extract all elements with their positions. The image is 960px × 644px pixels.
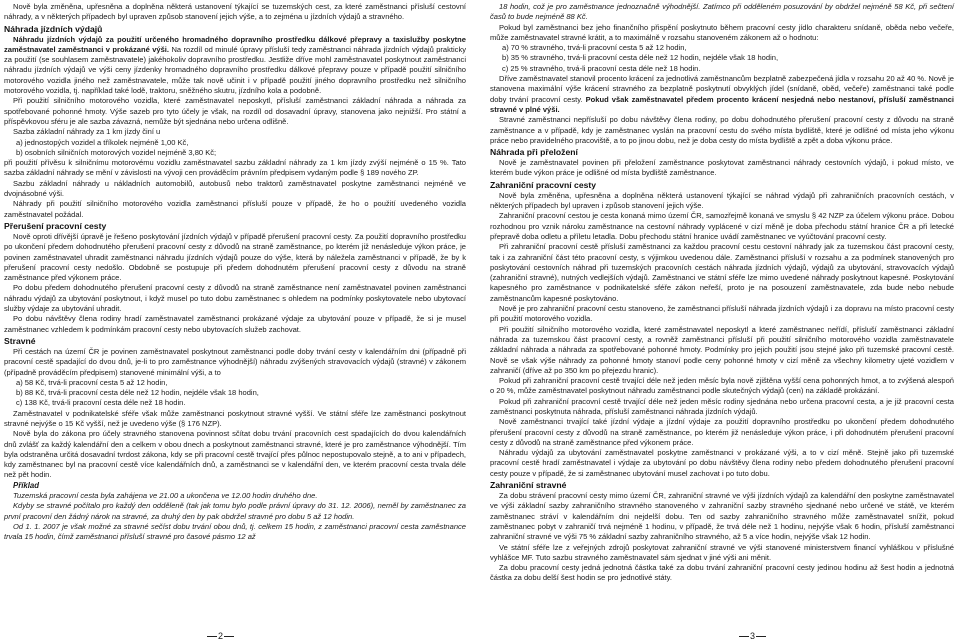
paragraph: Náhradu výdajů za ubytování zaměstnavatel poskytne zaměstnanci v prokázané výši, a to v cizí měně. Stejně jako při tuzemské pracovní cestě hradí zaměstnavatel i výdaje za ubytování po dobu návštěvy člena rodiny nebo předem dohodnutého přerušení pracovní cesty pouze v případě, že si zaměstnanec ubytování musel zachovat i po tuto dobu. <box>490 448 954 478</box>
bold-text: Pokud však zaměstnavatel předem procento krácení nesjedná nebo nestanoví, přísluší zaměstnanci stravné v plné výši. <box>490 94 954 114</box>
paragraph: Zahraniční pracovní cestou je cesta konaná mimo území ČR, samozřejmě konaná ve smyslu § 42 NZP za účelem výkonu práce. Dobou rozhodnou pro vznik nároku zaměstnance na cestovní náhrady vyplácené v cizí měně je doba přechodu státní hranice ČR a při letecké přepravě doba odletu a příletu letadla. Dobu přechodu státní hranice uvádí zaměstnanec ve vyúčtování pracovní cesty. <box>490 211 954 241</box>
heading-foreign-trips: Zahraniční pracovní cesty <box>490 179 597 190</box>
paragraph: Za dobu pracovní cesty jedná jednotná částka také za dobu trvání zahraniční pracovní cesty jedinou hodinu až šest hodin a jednotná částka za dobu delší šest hodin se pro jednotlivé státy. <box>490 563 954 583</box>
example-paragraph: Od 1. 1. 2007 je však možné za stravné sečíst dobu trvání obou dnů, tj. celkem 15 hodin, z zaměstnanci pracovní cesta zaměstnance trvala 15 hodin, čímž zaměstnanci přísluší stravné pro časové pásmo 12 až <box>4 521 466 542</box>
paragraph: Nově je zaměstnavatel povinen při přeložení zaměstnance poskytovat zaměstnanci náhrady cestovních výdajů, i pokud místo, ve kterém bude výkon práce je odlišné od místa bydliště zaměstnance. <box>490 158 954 178</box>
list-item: c) 25 % stravného, trvá-li pracovní cesta déle než 18 hodin. <box>502 63 701 73</box>
example-paragraph: Kdyby se stravné počítalo pro každý den odděleně (tak jak tomu bylo podle právní úpravy do 31. 12. 2006), neměl by zaměstnanec za první pracovní den žádný nárok na stravné, za druhý den by pak obdržel stravné pro dobu 5 až 12 hodin. <box>4 501 466 521</box>
dash-left <box>207 636 217 637</box>
paragraph: Při použití silničního motorového vozidla, které zaměstnavatel neposkytl a které zaměstnanec neřídí, přísluší zaměstnanci základní náhrada za tuzemskou část pracovní cesty, a rovněž zaměstnanci přísluší při použití silničního motorového vozidla zaměstnavatele základní náhrada a náhrada za spotřebované pohonné hmoty. Podmínky pro jejich použití jsou stejné jako při tuzemské pracovní cestě. Nově se však výše náhrady za pohonné hmoty stanoví podle ceny pohonné hmoty v cizí měně za všechny kilometry ujeté vozidlem v zahraničí (dříve až po 350 km po přejezdu hranic). <box>490 324 954 375</box>
list-item: b) 88 Kč, trvá-li pracovní cesta déle než 12 hodin, nejdéle však 18 hodin, <box>16 388 259 398</box>
page-number: 2 <box>218 631 224 641</box>
example-continuation: 18 hodin, což je pro zaměstnance jednoznačně výhodnější. Zatímco při odděleném posuzování by obdržel nejméně 58 Kč, při sečtení časů to bude nejméně 88 Kč. <box>490 2 954 22</box>
heading-interruption: Přerušení pracovní cesty <box>4 220 107 231</box>
paragraph: Sazbu základní náhrady u nákladních automobilů, autobusů nebo traktorů zaměstnavatel poskytne zaměstnanci nejméně ve dvojnásobné výši. <box>4 178 466 199</box>
dash-right <box>224 636 234 637</box>
paragraph: Za dobu strávení pracovní cesty mimo území ČR, zahraniční stravné ve výši jízdních výdajů za kalendářní den poskytne zaměstnavatel ve výši základní sazby zahraničního stravného stanoveného v zahraniční sazby stravného sjednané nebo určené ve státě, ve kterém zaměstnanec stráví v kalendářním dni nejdelší dobu. Ten od sazby zahraničního stravného může zaměstnavatel snížit, pokud zaměstnanec pobyt v zahraničí trvá nejméně 1 hodinu, v případě, že trvá déle než 1 hodinu, nejvýše však 6 hodin, přísluší zaměstnanci zahraniční stravné ve výši 75 % základní sazby zahraničního stravného, až 5 a více hodin, nejvýše však 12 hodin. <box>490 491 954 542</box>
text: Na rozdíl od minulé úpravy přísluší tedy zaměstnanci náhrada jízdních výdajů prakticky za použití (se souhlasem zaměstnavatele) jakéhokoliv dopravního prostředku. Jestliže dříve mohl zaměstnavatel poskytnout zaměstnanci náhradu jízdních výdajů ve výši ceny jízdenky hromadného dopravního prostředku dálkové přepravy pouze v případě použití silničního motorového vozidla jiného než zaměstnavatele, může tak nově učinit i v případě použití jiného dopravního prostředku než silničního motorového vozidla, tj. například také lodě, traktoru, sněžného skutru, jízdního kola a podobně. <box>4 44 466 96</box>
paragraph: Stravné zaměstnanci nepřísluší po dobu návštěvy člena rodiny, po dobu dohodnutého přerušení pracovní cesty z důvodu na straně zaměstnance a v případě, kdy je zaměstnanec vyslán na pracovní cestu do svého místa bydliště, které je odlišné od místa jeho výkonu práce nebo pravidelného pracoviště, a to po jinou dobu, než je doba cesty do místa bydliště a zpět a doba výkonu práce. <box>490 115 954 145</box>
paragraph: Nově oproti dřívější úpravě je řešeno poskytování jízdních výdajů v případě přerušení pracovní cesty. Za použití dopravního prostředku po ukončení předem dohodnutého přerušení pracovní cesty z důvodů na straně zaměstnance, po kterém již nenásleduje výkon práce, je povinen zaměstnavatel uhradit zaměstnanci náhradu jízdních výdajů pouze do výše, která by náležela zaměstnanci v případě, že by k přerušení pracovní cesty nedošlo. Obdobně se postupuje při předem dohodnutém přerušení pracovní cesty z důvodu na straně zaměstnance před výkonem práce. <box>4 231 466 283</box>
paragraph: Po dobu návštěvy člena rodiny hradí zaměstnavatel zaměstnanci prokázané výdaje za ubytování pouze v případě, že si je musel zaměstnanec vzhledem k podmínkám pracovní cesty nebo ubytovacích služeb zachovat. <box>4 314 466 334</box>
paragraph: při použití přívěsu k silničnímu motorovému vozidlu zaměstnavatel sazbu základní náhrady za 1 km jízdy zvýší nejméně o 15 %. Tato sazba základní náhrady se mění v závislosti na vývoji cen prováděcím právním předpisem vydaným podle § 189 nového ZP. <box>4 158 466 178</box>
paragraph: Pokud byl zaměstnanci bez jeho finančního přispění poskytnuto během pracovní cesty jídlo charakteru snídaně, oběda nebo večeře, může zaměstnavatel stravné krátit, a to maximálně v rozsahu stanoveném zákonem až o hodnotu: <box>490 22 954 42</box>
paragraph: Při použití silničního motorového vozidla, které zaměstnavatel neposkytl, přísluší zaměstnanci základní náhrada a náhrada za spotřebované pohonné hmoty. Výše sazeb pro tyto účely je však, na rozdíl od dosavadní úpravy, stanovena jako nejnižší. Pro státní a příspěvkovou sféru je ale sazba závazná, nemůže být sjednána nebo určena odlišně. <box>4 96 466 126</box>
paragraph: Pokud při zahraniční pracovní cestě trvající déle než jeden měsíc byla nově zjištěna vyšší cena pohonných hmot, a to zvýšená alespoň o 20 %, může zaměstnavatel poskytnout náhradu zaměstnanci podle skutečných výdajů (cen) na základě prokázání. <box>490 376 954 396</box>
paragraph: Nově byla změněna, upřesněna a doplněna některá ustanovení týkající se náhrad výdajů při zahraničních pracovních cestách, v některých případech byl upraven i způsob stanovení jejich výše. <box>490 190 954 211</box>
heading-meal-allowance: Stravné <box>4 335 36 346</box>
paragraph: Pokud při zahraniční pracovní cestě trvající déle než jeden měsíc rodiny sjednána nebo určena pracovní cesta, a je již pracovní cesta zaměstnanci poskytnuta náhrada, přísluší zaměstnanci náhrada jízdních výdajů. <box>490 396 954 416</box>
text: Dříve zaměstnavatel stanovil procento krácení za jednotlivá zaměstnancům bezplatně zabezpečená jídla v rozsahu 20 až 40 %. Nově je stanovena maximální výše krácení stravného za bezplatně poskytnutí obvyklých jídel (snídaně, oběd, večeře) zaměstnanci také podle doby trvání pracovní cesty. <box>490 74 954 104</box>
heading-relocation: Náhrada při přeložení <box>490 147 578 158</box>
paragraph: Nově byla do zákona pro účely stravného stanovena povinnost sčítat dobu trvání pracovních cest spadajících do dvou kalendářních dnů zvlášť za každý kalendářní den a celkem v obou dnech a poskytnout zaměstnanci stravné, které je pro zaměstnance výhodnější. Tím byla odstraněna určitá dosavadní tvrdost zákona, kdy se při pracovní cestě trvající přes půlnoc nepostupovalo stejně, a to ani v případech, kdy zaměstnanec byl na pracovní cestě více kalendářních dnů, a zaměstnanci se v kalendářní den, ve kterém pracovní cesta trvala déle než pět hodin. <box>4 429 466 480</box>
left-column <box>4 2 466 543</box>
list-item: a) jednostopých vozidel a tříkolek nejméně 1,00 Kč, <box>16 137 189 147</box>
heading-foreign-meals: Zahraniční stravné <box>490 480 567 491</box>
paragraph: Nově zaměstnanci trvající také jízdní výdaje a jízdní výdaje za použití dopravního prostředku po ukončení předem dohodnutého přerušení pracovní cesty z důvodů na straně zaměstnance, po kterém již nenásleduje výkon práce, i při dohodnutém přerušení pracovní cesty z důvodů na straně zaměstnance před výkonem práce. <box>490 417 954 447</box>
list-item: b) osobních silničních motorových vozidel nejméně 3,80 Kč; <box>16 147 217 157</box>
page-number-left <box>206 631 235 642</box>
dash-right <box>756 636 766 637</box>
paragraph: Náhrady při použití silničního motorového vozidla zaměstnanci přísluší pouze v případě, že ho o použití uvedeného vozidla zaměstnavatel požádal. <box>4 199 466 219</box>
heading-travel-expenses: Náhrada jízdních výdajů <box>4 23 103 34</box>
paragraph <box>4 35 466 97</box>
dash-left <box>739 636 749 637</box>
paragraph <box>490 74 954 115</box>
paragraph: Zaměstnavatel v podnikatelské sféře však může zaměstnanci poskytnout stravné vyšší. Ve státní sféře lze zaměstnanci poskytnout stravné nejvýše o 15 Kč vyšší, než je uvedeno výše (§ 176 NZP). <box>4 408 466 428</box>
paragraph: Ve státní sféře lze z veřejných zdrojů poskytovat zahraniční stravné ve výši stanovené ministerstvem financí vyhláškou v příslušné vyhlášce MF. Tuto sazbu stravného zaměstnavatel sám sjednat v jiné výši ani měnit. <box>490 542 954 562</box>
page-number-right <box>738 631 767 642</box>
intro-paragraph: Nově byla změněna, upřesněna a doplněna některá ustanovení týkající se tuzemských cest, za které zaměstnanci přísluší cestovní náhrady, a v některých případech byl upraven způsob stanovení jejich výše, a to zejména u jízdních výdajů a stravného. <box>4 2 466 22</box>
paragraph: Sazba základní náhrady za 1 km jízdy činí u <box>13 127 161 137</box>
page-number: 3 <box>750 631 756 641</box>
paragraph: Při cestách na území ČR je povinen zaměstnavatel poskytnout zaměstnanci podle doby trvání cesty v kalendářním dni (případně při pracovní cestě spadající do dvou dnů, je-li to pro zaměstnance výhodnější) náhradu zvýšených stravovacích výdajů (stravné) v zákonem (případně prováděcím předpisem) stanovené minimální výši, a to <box>4 346 466 377</box>
list-item: c) 138 Kč, trvá-li pracovní cesta déle než 18 hodin. <box>16 398 186 408</box>
paragraph: Po dobu předem dohodnutého přerušení pracovní cesty z důvodů na straně zaměstnance není zaměstnavatel povinen zaměstnanci náhradu výdajů za ubytování poskytnout, i když musel po tuto dobu zaměstnanec s ohledem na podmínky poskytovatele nebo ubytovací služby výdaje za ubytování uhradit. <box>4 283 466 314</box>
right-column <box>490 2 954 584</box>
list-item: a) 58 Kč, trvá-li pracovní cesta 5 až 12 hodin, <box>16 377 168 387</box>
example-paragraph: Tuzemská pracovní cesta byla zahájena ve 21.00 a ukončena ve 12.00 hodin druhého dne. <box>13 491 318 501</box>
paragraph: Nově je pro zahraniční pracovní cestu stanoveno, že zaměstnanci přísluší náhrada jízdních výdajů i za dopravu na místo pracovní cesty při použití motorového vozidla. <box>490 304 954 324</box>
heading-example: Příklad <box>13 480 40 490</box>
paragraph: Při zahraniční pracovní cestě přísluší zaměstnanci za každou pracovní cestu cestovní náhrady jak za tuzemskou část pracovní cesty, tak i za zahraniční část této pracovní cesty, s výjimkou uvedenou dále. Zaměstnanci přísluší v rozsahu a za podmínek stanovených pro poskytování cestovních náhrad při tuzemských pracovních cestách náhrada jízdních výdajů, výdajů za ubytování, stravovacích výdajů (zahraniční stravné), nutných vedlejších výdajů. Zaměstnanci ve státní sféře lze mimo uvedené náhrady poskytnout kapesné. Poskytování kapesného pro zaměstnance v podnikatelské sféře zákon neřeší, proto je na posouzení zaměstnavatele, zda bude nebo nebude zaměstnancům kapesné poskytováno. <box>490 242 954 303</box>
list-item: a) 70 % stravného, trvá-li pracovní cesta 5 až 12 hodin, <box>502 43 687 53</box>
list-item: b) 35 % stravného, trvá-li pracovní cesta déle než 12 hodin, nejdéle však 18 hodin, <box>502 53 779 63</box>
bold-text: Náhradu jízdních výdajů za použití určeného hromadného dopravního prostředku dálkové přepravy a taxislužby poskytne zaměstnavatel zaměstnanci v prokázané výši. <box>4 34 466 54</box>
